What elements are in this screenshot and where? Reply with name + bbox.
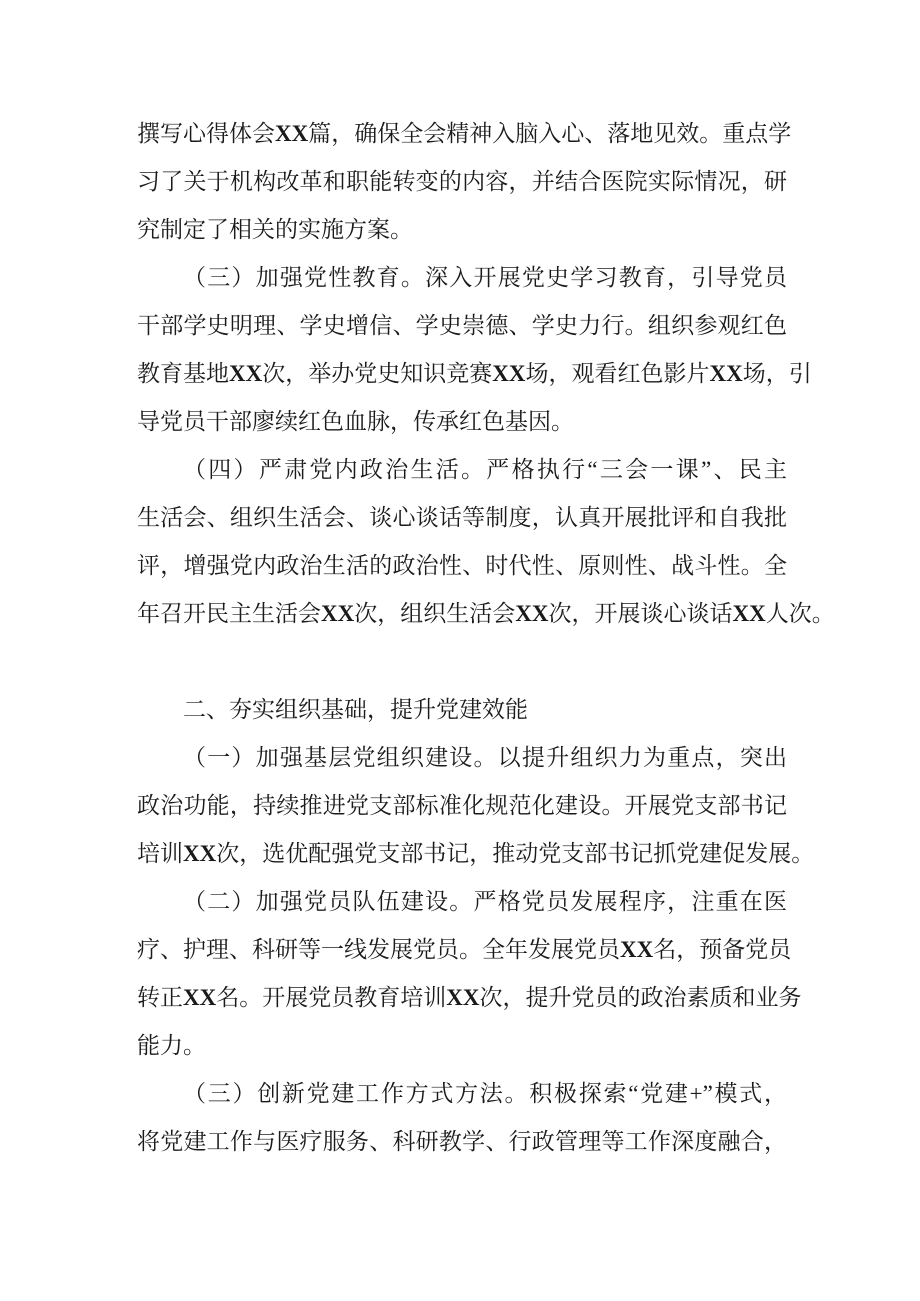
count-placeholder: XX <box>183 985 217 1010</box>
document-body <box>137 110 835 1166</box>
text-line: 习了关于机构改革和职能转变的内容，并结合医院实际情况，研 <box>137 169 787 194</box>
text-line: （二）加强党员队伍建设。严格党员发展程序，注重在医 <box>183 889 787 914</box>
count-placeholder: XX <box>732 601 766 626</box>
count-placeholder: XX <box>446 985 480 1010</box>
text-line: 教育基地XX次，举办党史知识竞赛XX场，观看红色影片XX场，引 <box>137 361 812 386</box>
text-line: 年召开民主生活会XX次，组织生活会XX次，开展谈心谈话XX人次。 <box>137 601 835 626</box>
paragraph <box>137 878 802 1070</box>
section-heading: 二、夯实组织基础，提升党建效能 <box>183 697 528 722</box>
paragraph <box>137 1070 787 1166</box>
text-line: 究制定了相关的实施方案。 <box>137 217 413 242</box>
text-line: 导党员干部廖续红色血脉，传承红色基因。 <box>137 409 574 434</box>
text-line: （三）加强党性教育。深入开展党史学习教育，引导党员 <box>183 265 787 290</box>
count-placeholder: XX <box>515 601 549 626</box>
count-placeholder: XX <box>321 601 355 626</box>
text-line: 生活会、组织生活会、谈心谈话等制度，认真开展批评和自我批 <box>137 505 787 530</box>
count-placeholder: XX <box>492 361 526 386</box>
text-line: （三）创新党建工作方式方法。积极探索“党建+”模式， <box>183 1081 787 1106</box>
text-line: 撰写心得体会XX篇，确保全会精神入脑入心、落地见效。重点学 <box>137 121 792 146</box>
text-line: 政治功能，持续推进党支部标准化规范化建设。开展党支部书记 <box>137 793 787 818</box>
count-placeholder: XX <box>620 937 654 962</box>
text-line: 将党建工作与医疗服务、科研教学、行政管理等工作深度融合， <box>137 1129 787 1154</box>
count-placeholder: XX <box>275 121 309 146</box>
text-line: 评，增强党内政治生活的政治性、时代性、原则性、战斗性。全 <box>137 553 787 578</box>
text-line: （一）加强基层党组织建设。以提升组织力为重点，突出 <box>183 745 787 770</box>
count-placeholder: XX <box>709 361 743 386</box>
paragraph <box>137 254 812 446</box>
paragraph <box>137 110 792 254</box>
paragraph <box>137 686 787 734</box>
paragraph <box>137 446 835 638</box>
text-line: 能力。 <box>137 1033 206 1058</box>
count-placeholder: XX <box>229 361 263 386</box>
text-line: 疗、护理、科研等一线发展党员。全年发展党员XX名，预备党员 <box>137 937 792 962</box>
blank-line <box>137 638 787 686</box>
text-line: 转正XX名。开展党员教育培训XX次，提升党员的政治素质和业务 <box>137 985 802 1010</box>
text-line: 培训XX次，选优配强党支部书记，推动党支部书记抓党建促发展。 <box>137 841 815 866</box>
text-line: （四）严肃党内政治生活。严格执行“三会一课”、民主 <box>183 457 787 482</box>
count-placeholder: XX <box>183 841 217 866</box>
paragraph <box>137 734 815 878</box>
text-line: 干部学史明理、学史增信、学史崇德、学史力行。组织参观红色 <box>137 313 787 338</box>
